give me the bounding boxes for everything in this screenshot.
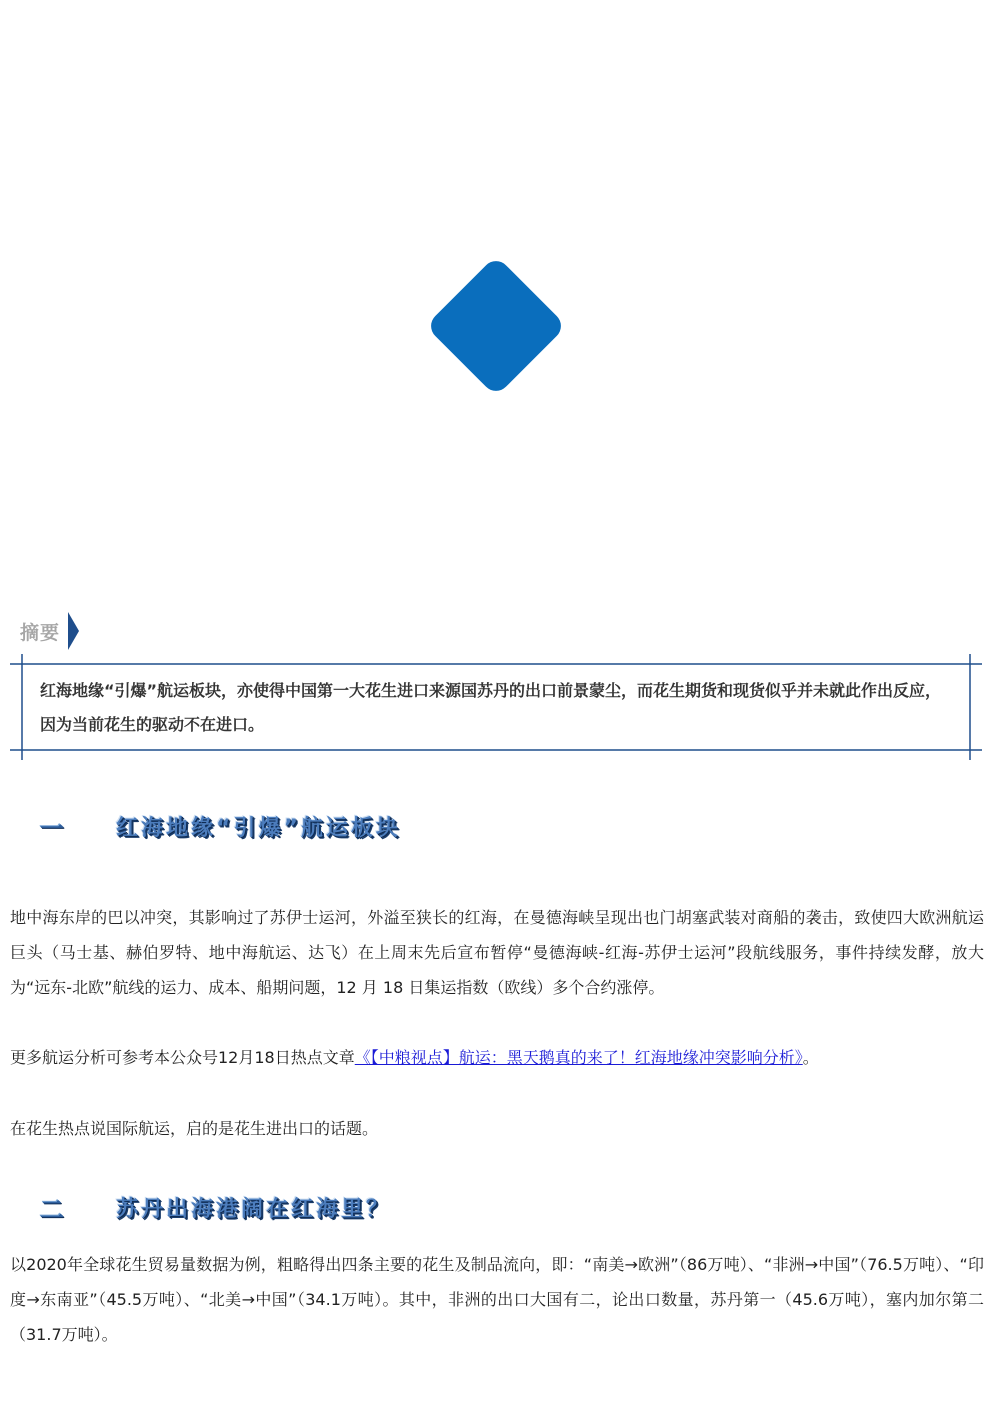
section-number: 二	[40, 1195, 66, 1224]
summary-box	[0, 654, 992, 760]
blue-diamond-icon	[425, 255, 567, 397]
paragraph-peanut-topic: 在花生热点说国际航运，启的是花生进出口的话题。	[10, 1119, 379, 1138]
paragraph-shipping-conflict: 地中海东岸的巴以冲突，其影响过了苏伊士运河，外溢至狭长的红海，在曼德海峡呈现出也门胡塞武装对商船的袭击，致使四大欧洲航运巨头（马士基、赫伯罗特、地中海航运、达飞）在上周末先后宣布暂停“曼德海峡-红海-苏伊士运河”段航线服务，事件持续发酵，放大为“远东-北欧”航线的运力、成本、船期问题，12 月 18 日集运指数（欧线）多个合约涨停。	[10, 908, 984, 997]
paragraph-text: 更多航运分析可参考本公众号12月18日热点文章	[10, 1048, 355, 1067]
paragraph-text: 。	[802, 1048, 819, 1067]
section-number: 一	[40, 814, 66, 843]
summary-text: 红海地缘“引爆”航运板块，亦使得中国第一大花生进口来源国苏丹的出口前景蒙尘，而花生期货和现货似乎并未就此作出反应，因为当前花生的驱动不在进口。	[40, 681, 942, 734]
section-title: 红海地缘“引爆”航运板块	[116, 815, 401, 841]
section-heading-1	[40, 806, 401, 846]
section-heading-2	[40, 1187, 391, 1227]
summary-tab	[20, 612, 79, 650]
section-title: 苏丹出海港阔在红海里？	[116, 1196, 392, 1222]
arrow-right-icon	[68, 612, 79, 650]
paragraph-more-analysis	[10, 1040, 984, 1075]
article-link[interactable]: 《【中粮视点】航运：黑天鹅真的来了！红海地缘冲突影响分析》	[354, 1048, 803, 1067]
paragraph-trade-flows: 以2020年全球花生贸易量数据为例，粗略得出四条主要的花生及制品流向，即：“南美→欧洲”（86万吨）、“非洲→中国”（76.5万吨）、“印度→东南亚”（45.5万吨）、“北美→中国”（34.1万吨）。其中，非洲的出口大国有二，论出口数量，苏丹第一（45.6万吨），塞内加尔第二（31.7万吨）。	[10, 1255, 984, 1344]
logo-diamond	[425, 255, 567, 397]
summary-label: 摘要	[20, 621, 61, 644]
